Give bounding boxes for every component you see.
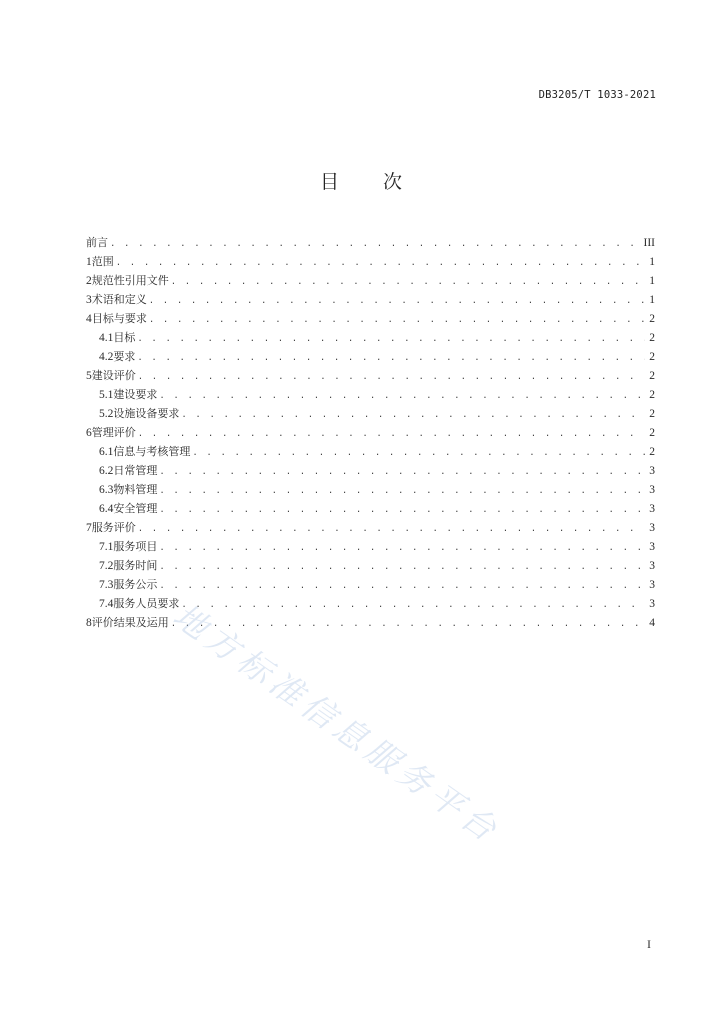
toc-label: 目标与要求 [91, 312, 147, 325]
toc-leader-dots [116, 254, 645, 273]
toc-page-number: III [643, 237, 655, 249]
toc-label: 服务项目 [113, 540, 158, 553]
toc-label: 评价结果及运用 [91, 616, 169, 629]
toc-label: 管理评价 [91, 426, 136, 439]
toc-entry-7-4[interactable] [86, 594, 655, 613]
toc-leader-dots [138, 425, 645, 444]
toc-entry-8[interactable] [86, 613, 655, 632]
title-char-1: 目 [319, 171, 341, 193]
toc-leader-dots [159, 539, 645, 558]
toc-leader-dots [159, 482, 645, 501]
toc-entry-6-2[interactable] [86, 461, 655, 480]
toc-label: 服务评价 [91, 521, 136, 534]
toc-number: 4 [86, 313, 92, 325]
toc-page-number: 2 [649, 370, 655, 382]
toc-page-number: 2 [649, 446, 655, 458]
toc-number: 4.2 [99, 351, 114, 363]
table-of-contents [86, 233, 655, 632]
toc-page-number: 1 [649, 294, 655, 306]
toc-entry-6-4[interactable] [86, 499, 655, 518]
toc-leader-dots [159, 501, 645, 520]
toc-number: 4.1 [99, 332, 114, 344]
toc-number: 1 [86, 256, 92, 268]
toc-page-number: 3 [649, 484, 655, 496]
toc-page-number: 2 [649, 332, 655, 344]
toc-leader-dots [138, 520, 645, 539]
toc-number: 7.2 [99, 560, 114, 572]
toc-number: 5 [86, 370, 92, 382]
toc-number: 6.3 [99, 484, 114, 496]
toc-leader-dots [159, 577, 645, 596]
toc-leader-dots [137, 349, 645, 368]
toc-label: 服务时间 [113, 559, 158, 572]
toc-leader-dots [159, 463, 645, 482]
document-code: DB3205/T 1033-2021 [538, 89, 656, 101]
title-char-2: 次 [383, 171, 405, 193]
toc-number: 6.1 [99, 446, 114, 458]
toc-entry-4-2[interactable] [86, 347, 655, 366]
toc-page-number: 2 [649, 427, 655, 439]
toc-label: 前言 [86, 236, 108, 249]
toc-leader-dots [171, 615, 645, 634]
toc-entry-7-1[interactable] [86, 537, 655, 556]
toc-page-number: 2 [649, 408, 655, 420]
toc-label: 安全管理 [113, 502, 158, 515]
toc-label: 要求 [113, 350, 136, 363]
toc-entry-6-3[interactable] [86, 480, 655, 499]
toc-leader-dots [149, 292, 645, 311]
toc-page-number: 3 [649, 465, 655, 477]
toc-entry-3[interactable] [86, 290, 655, 309]
toc-page-number: 1 [649, 275, 655, 287]
toc-number: 6.4 [99, 503, 114, 515]
toc-leader-dots [159, 558, 645, 577]
toc-entry-7-2[interactable] [86, 556, 655, 575]
toc-label: 术语和定义 [91, 293, 147, 306]
toc-page-number: 4 [649, 617, 655, 629]
toc-number: 5.1 [99, 389, 114, 401]
toc-entry-7[interactable] [86, 518, 655, 537]
toc-number: 6 [86, 427, 92, 439]
toc-label: 设施设备要求 [113, 407, 180, 420]
toc-page-number: 2 [649, 313, 655, 325]
toc-leader-dots [138, 368, 645, 387]
toc-leader-dots [137, 330, 645, 349]
toc-leader-dots [192, 444, 645, 463]
toc-number: 7.4 [99, 598, 114, 610]
toc-entry-1[interactable] [86, 252, 655, 271]
toc-number: 7.1 [99, 541, 114, 553]
toc-entry-4-1[interactable] [86, 328, 655, 347]
toc-leader-dots [149, 311, 645, 330]
toc-number: 2 [86, 275, 92, 287]
toc-page-number: 1 [649, 256, 655, 268]
toc-page-number: 3 [649, 541, 655, 553]
toc-label: 日常管理 [113, 464, 158, 477]
toc-entry-5-2[interactable] [86, 404, 655, 423]
toc-entry-5[interactable] [86, 366, 655, 385]
toc-entry-6-1[interactable] [86, 442, 655, 461]
toc-label: 建设要求 [113, 388, 158, 401]
toc-label: 规范性引用文件 [91, 274, 169, 287]
page-title [0, 167, 724, 194]
page-number: I [647, 937, 651, 951]
toc-number: 8 [86, 617, 92, 629]
toc-page-number: 3 [649, 503, 655, 515]
toc-label: 目标 [113, 331, 136, 344]
toc-page-number: 2 [649, 351, 655, 363]
toc-page-number: 3 [649, 598, 655, 610]
toc-label: 信息与考核管理 [113, 445, 191, 458]
toc-entry-5-1[interactable] [86, 385, 655, 404]
toc-number: 7.3 [99, 579, 114, 591]
toc-entry-foreword[interactable] [86, 233, 655, 252]
toc-number: 5.2 [99, 408, 114, 420]
toc-number: 7 [86, 522, 92, 534]
toc-number: 3 [86, 294, 92, 306]
toc-leader-dots [110, 235, 642, 254]
toc-page-number: 3 [649, 560, 655, 572]
toc-page-number: 3 [649, 579, 655, 591]
toc-entry-7-3[interactable] [86, 575, 655, 594]
toc-leader-dots [159, 387, 645, 406]
watermark: 地方标准信息服务平台 [166, 595, 509, 852]
toc-label: 服务公示 [113, 578, 158, 591]
toc-leader-dots [181, 406, 645, 425]
toc-entry-2[interactable] [86, 271, 655, 290]
toc-entry-6[interactable] [86, 423, 655, 442]
toc-number: 6.2 [99, 465, 114, 477]
toc-label: 物料管理 [113, 483, 158, 496]
toc-label: 建设评价 [91, 369, 136, 382]
toc-page-number: 2 [649, 389, 655, 401]
toc-leader-dots [181, 596, 645, 615]
toc-page-number: 3 [649, 522, 655, 534]
toc-entry-4[interactable] [86, 309, 655, 328]
toc-label: 服务人员要求 [113, 597, 180, 610]
toc-leader-dots [171, 273, 645, 292]
toc-label: 范围 [91, 255, 114, 268]
